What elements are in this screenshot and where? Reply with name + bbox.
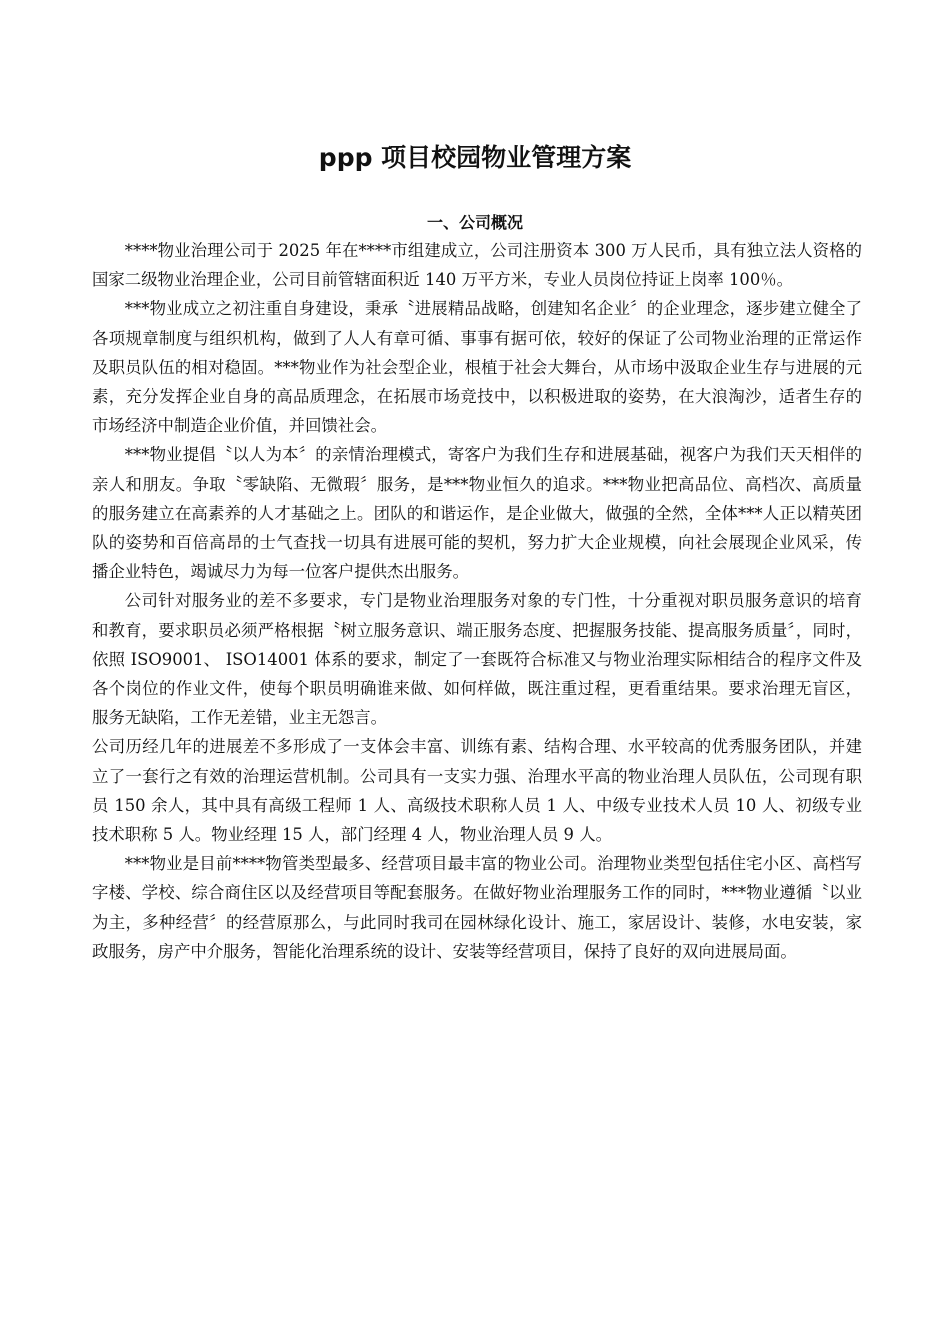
paragraph-business-scope: ***物业是目前****物管类型最多、经营项目最丰富的物业公司。治理物业类型包括住宅小区、高档写字楼、学校、综合商住区以及经营项目等配套服务。在做好物业治理服务工作的同时，***物业遵循〝以业为主，多种经营〞的经营原那么，与此同时我司在园林绿化设计、施工，家居设计、装修，水电安装，家政服务，房产中介服务，智能化治理系统的设计、安装等经营项目，保持了良好的双向进展局面。 <box>92 854 862 961</box>
paragraph-company-registration: ****物业治理公司于 2025 年在****市组建成立，公司注册资本 300 万人民币，具有独立法人资格的国家二级物业治理企业，公司目前管辖面积近 140 万平方米，专业人员岗位持证上岗率 100％。 <box>92 241 862 290</box>
paragraph-staff-team: 公司历经几年的进展差不多形成了一支体会丰富、训练有素、结构合理、水平较高的优秀服务团队，并建立了一套行之有效的治理运营机制。公司具有一支实力强、治理水平高的物业治理人员队伍，公司现有职员 150 余人，其中具有高级工程师 1 人、高级技术职称人员 1 人、中级专业技术人员 10 人、初级专业技术职称 5 人。物业经理 15 人，部门经理 4 人，物业治理人员 9 人。 <box>92 737 862 845</box>
document-title: ppp 项目校园物业管理方案 <box>318 143 632 172</box>
document-body <box>92 236 862 966</box>
paragraph-service-model: ***物业提倡〝以人为本〞的亲情治理模式，寄客户为我们生存和进展基础，视客户为我们天天相伴的亲人和朋友。争取〝零缺陷、无微瑕〞服务，是***物业恒久的追求。***物业把高品位、高档次、高质量的服务建立在高素养的人才基础之上。团队的和谐运作，是企业做大，做强的全然，全体***人正以精英团队的姿势和百倍高昂的士气查找一切具有进展可能的契机，努力扩大企业规模，向社会展现企业风采，传播企业特色，竭诚尽力为每一位客户提供杰出服务。 <box>92 445 862 582</box>
paragraph-company-philosophy: ***物业成立之初注重自身建设，秉承〝进展精品战略，创建知名企业〞的企业理念，逐步建立健全了各项规章制度与组织机构，做到了人人有章可循、事事有据可依，较好的保证了公司物业治理的正常运作及职员队伍的相对稳固。***物业作为社会型企业，根植于社会大舞台，从市场中汲取企业生存与进展的元素，充分发挥企业自身的高品质理念，在拓展市场竞技中，以积极进取的姿势，在大浪淘沙，适者生存的市场经济中制造企业价值，并回馈社会。 <box>92 299 862 436</box>
paragraph-quality-system: 公司针对服务业的差不多要求，专门是物业治理服务对象的专门性，十分重视对职员服务意识的培育和教育，要求职员必须严格根据〝树立服务意识、端正服务态度、把握服务技能、提高服务质量〞，同时，依照 ISO9001、 ISO14001 体系的要求，制定了一套既符合标准又与物业治理实际相结合的程序文件及各个岗位的作业文件，使每个职员明确谁来做、如何样做，既注重过程，更看重结果。要求治理无盲区，服务无缺陷，工作无差错，业主无怨言。 <box>92 591 862 728</box>
section-heading: 一、公司概况 <box>426 213 523 232</box>
